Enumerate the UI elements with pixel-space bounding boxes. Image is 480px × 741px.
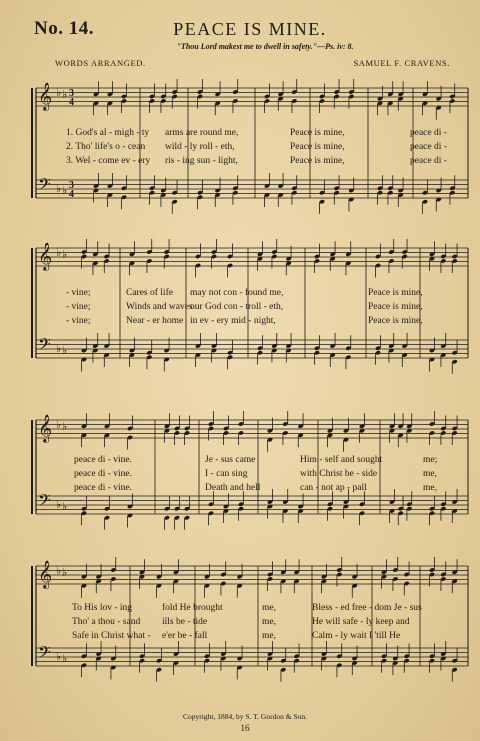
scripture-epigraph: "Thou Lord makest me to dwell in safety."—Ps. iv: 8. <box>176 42 354 51</box>
flat-sign: ♭ <box>62 420 68 433</box>
lyric-segment: Peace is mine, <box>290 128 345 138</box>
bass-clef: 𝄢 <box>38 334 51 358</box>
lyric-segment: - vine; <box>66 288 91 298</box>
flat-sign: ♭ <box>62 566 68 579</box>
lyric-segment: 3. Wel - come ev - ery <box>66 156 151 166</box>
lyric-segment: Death and hell <box>205 483 261 493</box>
flat-sign: ♭ <box>56 564 62 577</box>
lyric-segment: peace di - <box>410 156 447 166</box>
hymn-number: No. 14. <box>34 18 94 39</box>
time-signature: 4 <box>69 189 74 200</box>
lyric-segment: me; <box>423 455 438 465</box>
lyric-segment: Peace is mine, <box>290 142 345 152</box>
lyric-segment: peace di - vine. <box>74 455 133 465</box>
flat-sign: ♭ <box>56 498 62 511</box>
lyric-segment: 2. Tho' life's o - cean <box>66 142 146 152</box>
flat-sign: ♭ <box>56 418 62 431</box>
time-signature: 3 <box>69 88 74 99</box>
lyric-segment: wild - ly roll - eth, <box>165 142 235 152</box>
page-number: 16 <box>240 723 250 733</box>
lyric-segment: Peace is mine, <box>290 156 345 166</box>
treble-clef: 𝄞 <box>38 560 53 588</box>
lyric-segment: arms are round me, <box>165 128 239 138</box>
treble-clef: 𝄞 <box>38 414 53 442</box>
lyric-segment: Je - sus came <box>205 455 256 465</box>
lyric-segment: with Christ be - side <box>300 469 378 479</box>
lyric-segment: ills be - tide <box>162 617 208 627</box>
lyric-segment: - vine; <box>66 302 91 312</box>
lyric-segment: Winds and waves <box>126 302 193 312</box>
lyric-segment: Cares of life <box>126 288 173 298</box>
hymn-title: PEACE IS MINE. <box>173 19 327 39</box>
words-credit: WORDS ARRANGED. <box>55 58 146 68</box>
time-signature: 4 <box>69 97 74 108</box>
bass-clef: 𝄢 <box>38 174 51 198</box>
lyric-segment: may not con - found me, <box>190 288 284 298</box>
lyric-segment: Peace is mine, <box>368 316 423 326</box>
treble-clef: 𝄞 <box>38 242 53 270</box>
lyric-segment: ris - ing sun - light, <box>165 156 238 166</box>
time-signature: 3 <box>69 180 74 191</box>
lyric-segment: in ev - ery mid - night, <box>190 316 276 326</box>
lyric-segment: Near - er home <box>126 316 184 326</box>
lyric-segment: can - not ap - pall <box>300 483 367 493</box>
flat-sign: ♭ <box>56 182 62 195</box>
lyric-segment: me, <box>262 617 276 627</box>
lyric-segment: fold He brought <box>162 603 223 613</box>
lyric-segment: peace di - <box>410 142 447 152</box>
bass-clef: 𝄢 <box>38 490 51 514</box>
lyric-segment: To His lov - ing <box>72 603 133 613</box>
lyric-segment: me, <box>423 469 437 479</box>
lyric-segment: He will safe - ly keep and <box>312 617 410 627</box>
music-credit: SAMUEL F. CRAVENS. <box>353 58 450 68</box>
lyric-segment: me, <box>423 483 437 493</box>
lyric-segment: peace di - vine. <box>74 469 133 479</box>
flat-sign: ♭ <box>56 650 62 663</box>
lyric-segment: peace di - vine. <box>74 483 133 493</box>
lyric-segment: our God con - troll - eth, <box>190 302 284 312</box>
lyric-segment: e'er be - fall <box>162 631 208 641</box>
flat-sign: ♭ <box>56 246 62 259</box>
lyric-segment: Him - self and sought <box>300 455 383 465</box>
lyric-segment: Peace is mine, <box>368 288 423 298</box>
flat-sign: ♭ <box>62 652 68 665</box>
flat-sign: ♭ <box>62 184 68 197</box>
lyric-segment: Calm - ly wait I 'till He <box>312 631 401 641</box>
flat-sign: ♭ <box>62 500 68 513</box>
lyric-segment: peace di - <box>410 128 447 138</box>
copyright-notice: Copyright, 1884, by S. T. Gordon & Son. <box>183 712 307 721</box>
lyric-segment: Peace is mine, <box>368 302 423 312</box>
lyric-segment: - vine; <box>66 316 91 326</box>
lyric-segment: Safe in Christ what - <box>72 631 151 641</box>
treble-clef: 𝄞 <box>38 82 53 110</box>
flat-sign: ♭ <box>56 86 62 99</box>
flat-sign: ♭ <box>62 248 68 261</box>
flat-sign: ♭ <box>56 342 62 355</box>
lyric-segment: Bless - ed free - dom Je - sus <box>312 603 422 613</box>
lyric-segment: 1. God's al - migh - ty <box>66 128 150 138</box>
lyric-segment: me, <box>262 631 276 641</box>
lyric-segment: me, <box>262 603 276 613</box>
lyric-segment: I - can sing <box>205 469 248 479</box>
bass-clef: 𝄢 <box>38 642 51 666</box>
flat-sign: ♭ <box>62 88 68 101</box>
lyric-segment: Tho' a thou - sand <box>72 617 141 627</box>
flat-sign: ♭ <box>62 344 68 357</box>
